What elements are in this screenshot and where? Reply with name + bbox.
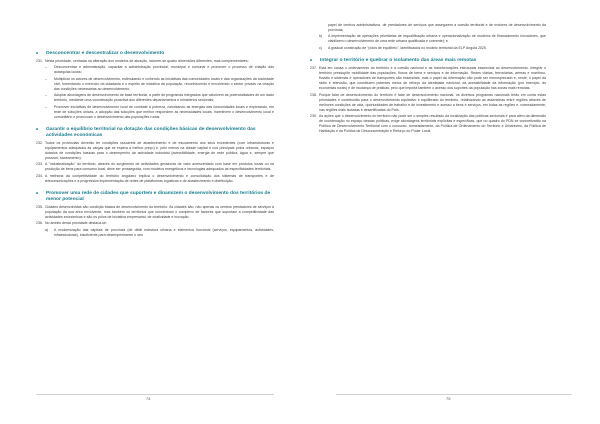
section-heading-text: Garantir o equilíbrio territorial na dotação das condições básicas de desenvolvimento das actividades económicas [46,126,256,138]
bullet-icon: • [36,51,39,57]
paragraph-text: As ações que o desenvolvimento do território não pode ser o simples resultado da localização das políticas sectoriais e para além da dimensão de coordenação no espaço dessas políticas, exige abordagens territoriais explícitas e específicas, que no quadro do PDN se concretizarão na Política de Desenvolvimento Territorial com o concurso, nomeadamente, da Política de Ordenamento do Território e Urbanismo, da Política de Habitação e da Política de Desconcentração e Reforço do Poder Local. [319,114,546,134]
paragraph-number: 236. [36,221,43,226]
bullet-icon: • [36,126,39,133]
list-item-text: Adoptar abordagens de desenvolvimento de base territorial, a partir de programas integrados que valorizem as potencialidades de um dado território, mediante uma coordenação proactiva dos diferentes departamentos e ministérios sectoriais; [54,93,274,103]
section-heading-text: Integrar o território e quebrar o isolamento das áreas mais remotas [320,57,477,63]
paragraph-text: Porque falar de desenvolvimento do território é falar de desenvolvimento nacional, os diversos programas nacionais terão em conta estas prioridades e contribuirão para o desenvolvimento equitativo e equilibrado do território, relativizando as assimetrias entre regiões através de melhores condições de vida, oportunidades de trabalho e de investimento e acesso a bens e serviços, em todas as regiões e, nomeadamente, nas regiões mais isoladas e desertificadas do País. [319,92,546,112]
list-item-marker: – [45,65,47,70]
numbered-paragraph [310,93,546,113]
list-item [319,34,546,44]
list-item-marker: b) [319,34,323,39]
numbered-paragraph [36,141,274,161]
list-item-marker [319,23,328,33]
list-item [45,105,274,120]
section-heading [36,191,274,203]
right-page-footer-rule [336,394,572,395]
section-heading [310,58,546,64]
list-item-text: A modernização das capitais de província (de débil estrutura urbana e elementos funcional (serviços, equipamentos, actividades, infraestruturas), insuficiente para desempenharem o seu [54,227,274,237]
list-item [319,46,546,51]
paragraph-number: 237. [310,65,317,70]
numbered-paragraph [36,59,274,64]
paragraph-text: Todos os provinciais deverão ter condições razoáveis de abastecimento e de escoamento dos seus excedentes (com infraestruturas e equipamentos adequados às cargas que se espera a melhor preço) e, pelo menos na cidade capital e nos principais pólos urbanos, espaços dotados de condições básicas para o desempenho da actividade industrial (acessibilidade, energia de rede pública, água e, sempre que possível, saneamento). [45,140,274,161]
right-page [300,0,600,424]
paragraph-number: 239. [310,114,317,119]
paragraph-text: A melhoria da competitividade do território angolano implica o desenvolvimento e consolidação dos sistemas de transportes e de telecomunicações e a progressiva implementação de redes de plataformas logísticas e de abastecimento e distribuição. [45,173,274,183]
paragraph-text: Nesta prioridade, centrada na alteração dos modelos de atuação, incluem-se quatro dimensões diferentes, mas complementares: [45,59,249,63]
numbered-paragraph [310,114,546,134]
section-heading [36,127,274,139]
bullet-icon: • [36,190,39,197]
paragraph-number: 234. [36,173,43,178]
paragraph-number: 232. [36,140,43,145]
left-page-footer-rule [36,394,274,395]
list-item [45,77,274,92]
right-page-column [310,22,546,136]
list-item-text: A gradual construção de "pólos de equilíbrio", identificados no modelo territorial da ELP Angola 2025. [328,45,487,50]
paragraph-text: No âmbito desta prioridade destaca-se: [45,221,107,226]
numbered-paragraph [36,174,274,184]
numbered-paragraph [310,66,546,91]
list-item-text: A implementação de operações prioritárias de requalificação urbana e operacionalização de modelos de financiamento inovadores, que viabilizem o desenvolvimento de uma rede urbana qualificada e coerente); e [328,34,546,44]
paragraph-number: 235. [36,204,43,209]
left-page-number: 74 [146,396,151,401]
list-item-marker: – [45,93,47,98]
numbered-paragraph [36,162,274,172]
list-item [45,93,274,103]
section-heading-text: Desconcentrar e descentralizar o desenvolvimento [46,51,165,56]
list-item-text: Desconcentrar e administração, capacitar a administração provincial, municipal e comunal e promover o processo de criação das autarquias locais; [54,65,274,75]
numbered-paragraph [36,221,274,226]
list-item-marker: – [45,104,47,109]
list-item [45,228,274,238]
list-item-marker: c) [319,45,322,50]
section-heading-text: Promover uma rede de cidades que suportem e dinamizem o desenvolvimento dos territórios de menor potencial [46,190,271,202]
list-item-text: Multiplicar os actores de desenvolvimento, estimulando e colhendo as iniciativas das comunidades locais e das organizações da sociedade civil, fomentando o exercício da cidadania e o espírito de iniciativa da população, reconhecendo e envolvendo o sector privado na criação das condições necessárias ao desenvolvimento; [54,76,274,91]
list-item-text: papel de centros administrativos, de prestadores de serviços que assegurem a coesão territorial e de motores de desenvolvimento da província; [328,23,546,33]
left-page-column [36,44,274,239]
list-item [45,65,274,75]
list-item-marker: a) [45,227,49,232]
paragraph-text: A "industrialização" do território, através do surgimento de actividades geradoras de valor acrescentado com base em produtos locais ou na produção de bens para consumo local, deve ser prosseguida, com modelos energéticos e tecnologias adequados às especificidades territoriais. [45,162,274,172]
numbered-paragraph [36,205,274,220]
paragraph-text: Está em causa o ordenamento do território e a coesão nacional e as transformações estruturais essenciais ao desenvolvimento. Integrar o território pressupõe mobilidade das populações, fluxos de bens e serviços e de informação. Redes viárias, ferroviárias, aéreas e marítimo-fluviais e sistemas e operadores de transportes são essenciais, mas o papel da informação não pode ser menosprezado e, neste, o papel da rádio e televisão, que constituem potentes meios de reforço da identidade nacional, da acessibilidade da informação (por exemplo, às economias rurais) e de mudança de práticas, pelo que importa também o acesso dos suportes da população nas zonas mais remotas. [319,65,546,91]
paragraph-number: 231. [36,59,43,63]
paragraph-text: Cidades desenvolvidas são condição básica de desenvolvimento do território. As cidades são, não apenas os centros prestadores de serviços à população da sua área envolvente, mas também os territórios que concentram o complexo de factores que suportam a competitividade das actividades económicas e são os pólos de iniciativa empresarial, de criatividade e inovação. [45,204,274,220]
list-item [319,23,546,33]
list-item-text: Promover iniciativas de desenvolvimento local de combate à pobreza, valorizando as energias das comunidades locais e explorando, em rede de soluções únicas, a adopção das soluções que melhor respondem às necessidades locais, incentivem o desenvolvimento local e comunitário e promovam o desenvolvimento das populações rurais. [54,104,274,119]
list-item-marker: – [45,76,47,81]
paragraph-number: 238. [310,92,317,97]
bullet-icon: • [310,57,313,64]
paragraph-number: 233. [36,162,43,167]
right-page-number: 75 [446,396,451,401]
section-heading [36,51,274,57]
